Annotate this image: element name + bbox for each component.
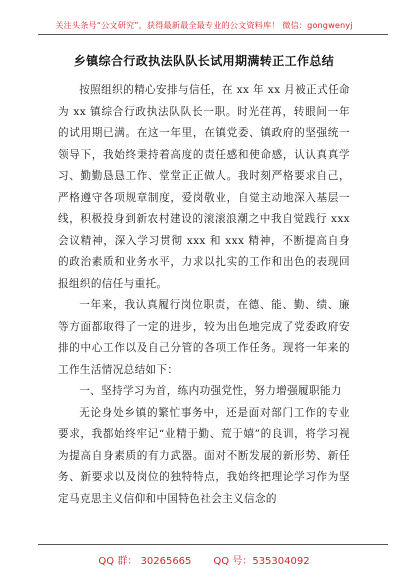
paragraph-summary: 一年来，我认真履行岗位职责，在德、能、勤、绩、廉等方面都取得了一定的进步，较为出色地完成了党委政府安排的中心工作以及自己分管的各项工作任务。现将一年来的工作生活情况总结如下： — [58, 299, 350, 376]
document-body — [58, 80, 350, 510]
footer — [0, 552, 408, 567]
header-divider — [38, 34, 388, 35]
paragraph-study: 无论身处乡镇的繁忙事务中，还是面对部门工作的专业要求，我都始终牢记“业精于勤、荒于嬉”的良训，将学习视为提高自身素质的有力武器。面对不断发展的新形势、新任务、新要求以及岗位的独特特点，我始终把理论学习作为坚定马克思主义信仰和中国特色社会主义信念的 — [58, 406, 350, 505]
section-heading-1: 一、坚持学习为首，练内功强党性，努力增强履职能力 — [79, 385, 342, 397]
paragraph-intro: 按照组织的精心安排与信任，在 xx 年 xx 月被正式任命为 xx 镇综合行政执法队队长一职。时光荏苒，转眼间一年的试用期已满。在这一年里，在镇党委、镇政府的坚强统一领导下，我始终秉持着高度的责任感和使命感，认认真真学习、勤勤恳恳工作、堂堂正正做人。我时刻严格要求自己，严格遵守各项规章制度，爱岗敬业，自觉主动地深入基层一线，积极投身到新农村建设的滚滚浪潮之中我自觉践行 xxx 会议精神，深入学习贯彻 xxx 和 xxx 精神，不断提高自身的政治素质和业务水平，力求以扎实的工作和出色的表现回报组织的信任与重托。 — [58, 84, 350, 290]
footer-qq-group: QQ 群： 30265665 — [98, 556, 192, 567]
footer-divider — [38, 544, 388, 545]
footer-qq-number: QQ 号：535304092 — [213, 556, 310, 567]
header-banner: 关注头条号“公文研究”，获得最新最全最专业的公文资料库！ 微信：gongwenyj — [55, 20, 353, 30]
document-title: 乡镇综合行政执法队队长试用期满转正工作总结 — [73, 54, 335, 68]
